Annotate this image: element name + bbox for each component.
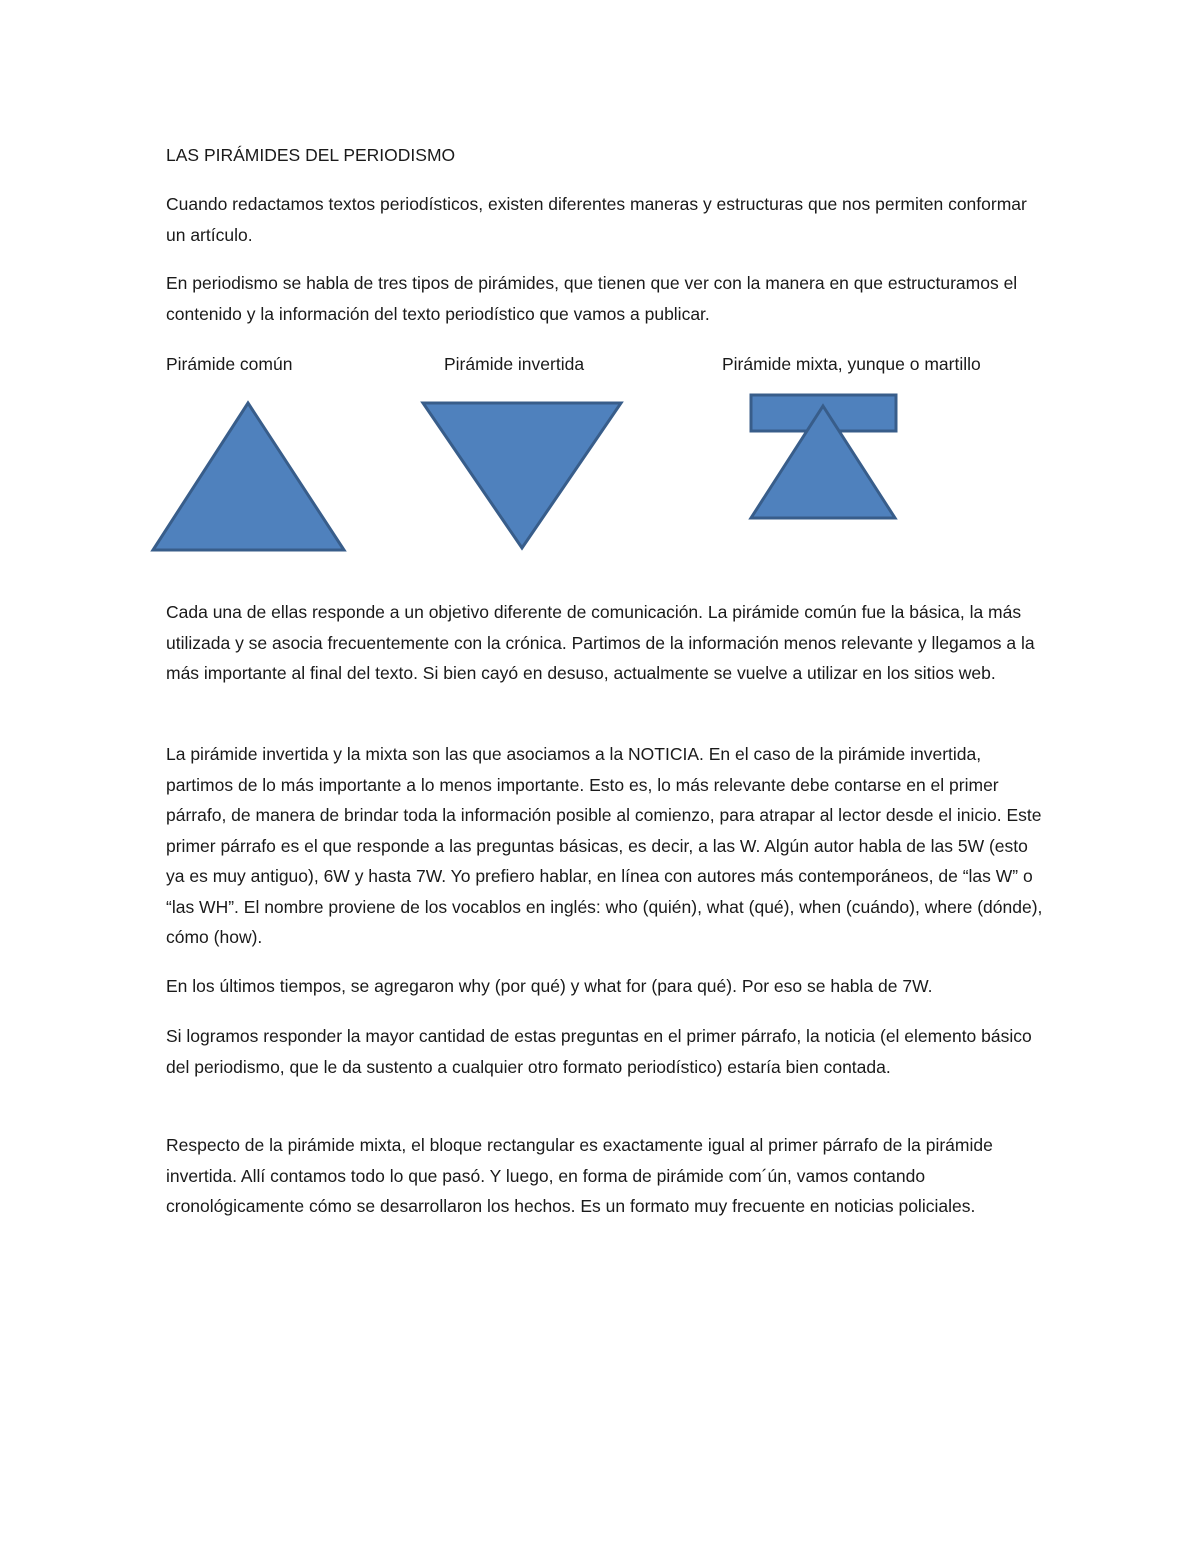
caption-common-pyramid: Pirámide común bbox=[166, 354, 293, 374]
caption-mixed-pyramid: Pirámide mixta, yunque o martillo bbox=[722, 354, 981, 374]
inverted-triangle bbox=[423, 403, 621, 548]
intro-paragraph-2: En periodismo se habla de tres tipos de pirámides, que tienen que ver con la manera en que estructuramos el contenido y la información del texto periodístico que vamos a publicar. bbox=[166, 273, 1018, 324]
mixed-pyramid-shape bbox=[748, 392, 900, 522]
intro-paragraph-1: Cuando redactamos textos periodísticos, existen diferentes maneras y estructuras que nos permiten conformar un artículo. bbox=[166, 194, 1027, 245]
body-paragraph-4: Si logramos responder la mayor cantidad de estas preguntas en el primer párrafo, la noticia (el elemento básico del periodismo, que le da sustento a cualquier otro formato periodístico) estaría bien contada. bbox=[166, 1026, 1032, 1077]
caption-inverted-pyramid: Pirámide invertida bbox=[444, 354, 585, 374]
inverted-pyramid-shape bbox=[420, 400, 625, 552]
body-paragraph-3: En los últimos tiempos, se agregaron why (por qué) y what for (para qué). Por eso se habla de 7W. bbox=[166, 976, 933, 996]
document-title: LAS PIRÁMIDES DEL PERIODISMO bbox=[166, 145, 456, 165]
body-paragraph-1: Cada una de ellas responde a un objetivo diferente de comunicación. La pirámide común fue la básica, la más utilizada y se asocia frecuentemente con la crónica. Partimos de la información menos relevante y llegamos a la más importante al final del texto. Si bien cayó en desuso, actualmente se vuelve a utilizar en los sitios web. bbox=[166, 602, 1035, 683]
body-paragraph-2: La pirámide invertida y la mixta son las que asociamos a la NOTICIA. En el caso de la pirámide invertida, partimos de lo más importante a lo menos importante. Esto es, lo más relevante debe contarse en el primer párrafo, de manera de brindar toda la información posible al comienzo, para atrapar al lector desde el inicio. Este primer párrafo es el que responde a las preguntas básicas, es decir, a las W. Algún autor habla de las 5W (esto ya es muy antiguo), 6W y hasta 7W. Yo prefiero hablar, en línea con autores más contemporáneos, de “las W” o “las WH”. El nombre proviene de los vocablos en inglés: who (quién), what (qué), when (cuándo), where (dónde), cómo (how). bbox=[166, 744, 1043, 947]
common-pyramid-shape bbox=[150, 400, 350, 555]
upright-triangle bbox=[153, 403, 344, 550]
body-paragraph-5: Respecto de la pirámide mixta, el bloque rectangular es exactamente igual al primer párrafo de la pirámide invertida. Allí contamos todo lo que pasó. Y luego, en forma de pirámide com´ún, vamos contando cronológicamente cómo se desarrollaron los hechos. Es un formato muy frecuente en noticias policiales. bbox=[166, 1135, 993, 1216]
